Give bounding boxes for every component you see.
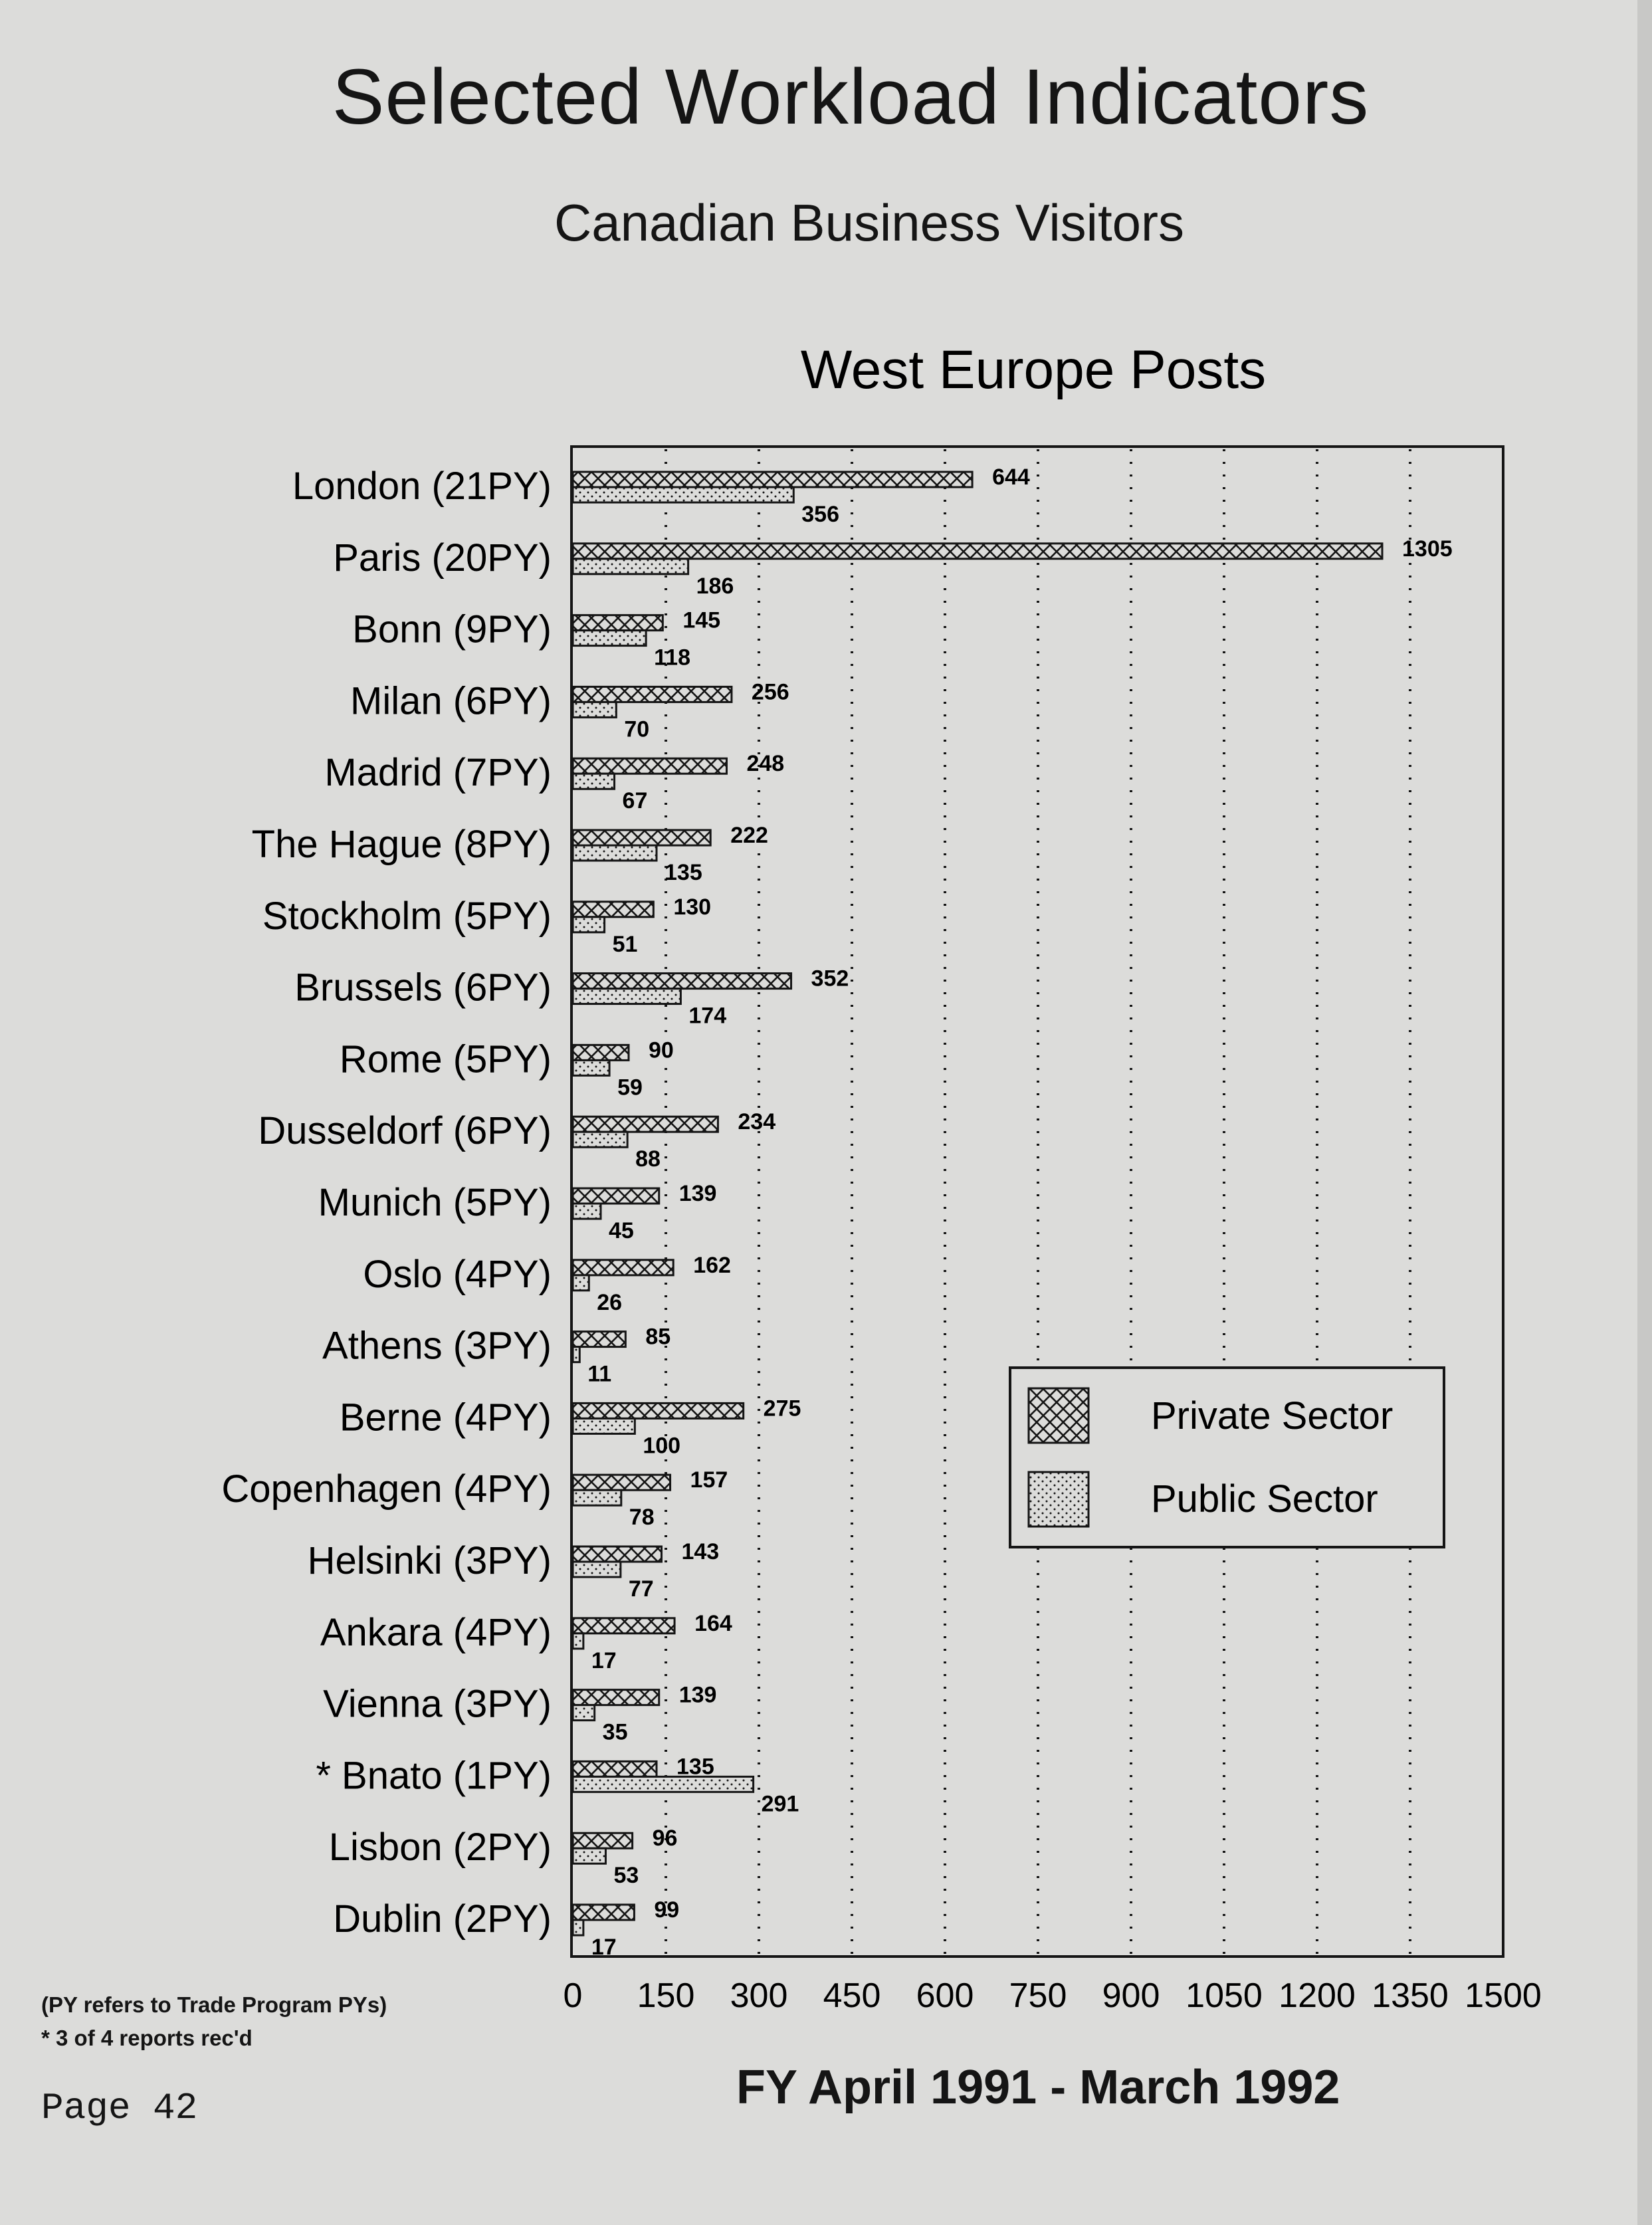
bar-public-sector [573, 917, 605, 932]
data-label-private: 90 [649, 1037, 674, 1063]
data-label-private: 143 [681, 1539, 720, 1564]
data-label-private: 275 [763, 1396, 801, 1422]
category-label: Helsinki (3PY) [307, 1539, 552, 1582]
bar-private-sector [573, 544, 1382, 559]
data-label-private: 135 [676, 1754, 714, 1780]
data-label-public: 11 [587, 1361, 612, 1387]
data-label-public: 70 [624, 716, 650, 742]
bar-private-sector [573, 1332, 625, 1347]
x-tick-label: 150 [637, 1976, 695, 2015]
category-label: Brussels (6PY) [294, 966, 552, 1009]
data-label-private: 222 [730, 823, 768, 848]
bar-public-sector [573, 1920, 583, 1935]
legend-label-private: Private Sector [1151, 1394, 1394, 1437]
category-label: Paris (20PY) [333, 536, 552, 580]
bar-private-sector [573, 758, 726, 774]
bar-private-sector [573, 830, 710, 845]
bar-public-sector [573, 1204, 601, 1219]
data-label-private: 157 [690, 1467, 728, 1493]
category-label: Madrid (7PY) [324, 751, 552, 795]
data-label-public: 291 [761, 1791, 799, 1817]
data-label-public: 186 [696, 573, 734, 599]
bar-public-sector [573, 702, 616, 717]
data-label-public: 78 [629, 1505, 655, 1531]
bar-public-sector [573, 1848, 605, 1863]
data-label-public: 59 [617, 1075, 643, 1101]
x-axis-label: FY April 1991 - March 1992 [736, 2061, 1340, 2114]
data-label-public: 26 [597, 1289, 623, 1315]
data-label-private: 644 [992, 465, 1030, 490]
bar-private-sector [573, 1475, 671, 1490]
bar-private-sector [573, 1546, 661, 1562]
category-label: London (21PY) [292, 465, 552, 508]
bar-public-sector [573, 774, 615, 789]
data-label-private: 96 [652, 1826, 678, 1852]
category-label: Dublin (2PY) [333, 1897, 552, 1941]
x-tick-label: 1500 [1465, 1976, 1542, 2015]
bar-public-sector [573, 845, 657, 861]
category-labels [221, 465, 552, 1941]
data-label-private: 162 [693, 1252, 731, 1278]
x-tick-label: 450 [823, 1976, 881, 2015]
page-number: Page 42 [41, 2087, 198, 2129]
data-label-public: 45 [609, 1218, 634, 1243]
category-label: Copenhagen (4PY) [221, 1467, 552, 1511]
x-axis-ticks [564, 1976, 1542, 2015]
category-label: The Hague (8PY) [251, 823, 552, 866]
bar-public-sector [573, 1275, 589, 1291]
bar-public-sector [573, 1347, 579, 1362]
data-label-public: 53 [613, 1863, 639, 1889]
bar-private-sector [573, 1188, 659, 1204]
bar-public-sector [573, 487, 793, 502]
bar-private-sector [573, 1618, 674, 1634]
data-label-public: 118 [654, 645, 690, 671]
data-label-private: 139 [678, 1682, 717, 1708]
legend-swatch-private [1029, 1388, 1088, 1443]
bar-private-sector [573, 472, 972, 487]
data-label-public: 51 [612, 931, 638, 957]
category-label: Berne (4PY) [339, 1396, 552, 1439]
bar-public-sector [573, 1418, 635, 1433]
data-label-private: 352 [811, 966, 849, 992]
category-label: Munich (5PY) [318, 1181, 552, 1224]
footnote-reports: * 3 of 4 reports rec'd [41, 2026, 253, 2050]
bar-private-sector [573, 1403, 744, 1418]
data-label-private: 234 [738, 1109, 776, 1135]
bar-public-sector [573, 1634, 583, 1649]
data-label-private: 1305 [1402, 536, 1453, 562]
bar-public-sector [573, 989, 680, 1004]
bar-private-sector [573, 687, 732, 702]
x-tick-label: 1200 [1279, 1976, 1356, 2015]
data-label-public: 67 [622, 788, 648, 814]
data-label-private: 256 [751, 679, 789, 705]
bar-private-sector [573, 615, 663, 631]
chart-title: West Europe Posts [800, 340, 1267, 400]
x-tick-label: 750 [1009, 1976, 1067, 2015]
bar-public-sector [573, 1132, 627, 1147]
category-label: Bonn (9PY) [352, 607, 552, 651]
category-label: Ankara (4PY) [320, 1610, 552, 1654]
bar-public-sector [573, 1776, 754, 1792]
data-label-public: 100 [643, 1433, 681, 1459]
x-tick-label: 0 [563, 1976, 583, 2015]
category-label: Rome (5PY) [339, 1037, 552, 1081]
category-label: Stockholm (5PY) [262, 894, 552, 938]
data-label-public: 77 [628, 1576, 654, 1602]
category-label: * Bnato (1PY) [316, 1754, 552, 1798]
x-tick-label: 1050 [1186, 1976, 1263, 2015]
legend-swatch-public [1029, 1472, 1088, 1527]
data-label-private: 145 [682, 607, 721, 633]
bar-private-sector [573, 1905, 634, 1920]
data-label-private: 99 [654, 1897, 680, 1923]
data-label-private: 164 [694, 1610, 732, 1636]
footnote-py: (PY refers to Trade Program PYs) [41, 1992, 387, 2017]
legend-label-public: Public Sector [1151, 1477, 1378, 1521]
x-tick-label: 900 [1102, 1976, 1160, 2015]
bar-public-sector [573, 1060, 609, 1075]
x-tick-label: 1350 [1372, 1976, 1449, 2015]
data-label-public: 356 [801, 502, 840, 527]
bar-public-sector [573, 1705, 595, 1721]
category-label: Lisbon (2PY) [328, 1826, 552, 1869]
bar-private-sector [573, 1761, 657, 1776]
category-label: Milan (6PY) [350, 679, 552, 723]
bar-private-sector [573, 1045, 629, 1060]
data-label-public: 88 [635, 1146, 661, 1172]
data-label-public: 135 [665, 860, 702, 885]
data-label-private: 85 [645, 1324, 671, 1350]
data-label-private: 248 [746, 751, 785, 777]
category-label: Athens (3PY) [322, 1324, 552, 1368]
x-tick-label: 300 [730, 1976, 788, 2015]
page-subtitle: Canadian Business Visitors [554, 193, 1185, 252]
bar-private-sector [573, 1833, 633, 1848]
bar-public-sector [573, 1490, 621, 1505]
data-label-private: 139 [678, 1181, 717, 1206]
bar-public-sector [573, 559, 688, 574]
data-label-public: 17 [591, 1935, 617, 1960]
bar-public-sector [573, 1562, 621, 1577]
bar-private-sector [573, 1260, 673, 1275]
category-label: Dusseldorf (6PY) [258, 1109, 552, 1153]
x-tick-label: 600 [916, 1976, 974, 2015]
data-label-public: 35 [602, 1719, 628, 1745]
bar-private-sector [573, 974, 791, 989]
bar-private-sector [573, 1116, 718, 1132]
page-title: Selected Workload Indicators [332, 53, 1370, 141]
data-label-public: 17 [591, 1647, 617, 1673]
legend [1010, 1368, 1444, 1547]
grid-lines [666, 449, 1410, 1954]
data-label-private: 130 [673, 894, 712, 920]
bar-private-sector [573, 1690, 659, 1705]
category-label: Oslo (4PY) [363, 1252, 552, 1296]
category-label: Vienna (3PY) [323, 1682, 552, 1726]
bar-private-sector [573, 902, 653, 917]
data-label-public: 174 [688, 1003, 727, 1029]
bar-public-sector [573, 631, 646, 646]
